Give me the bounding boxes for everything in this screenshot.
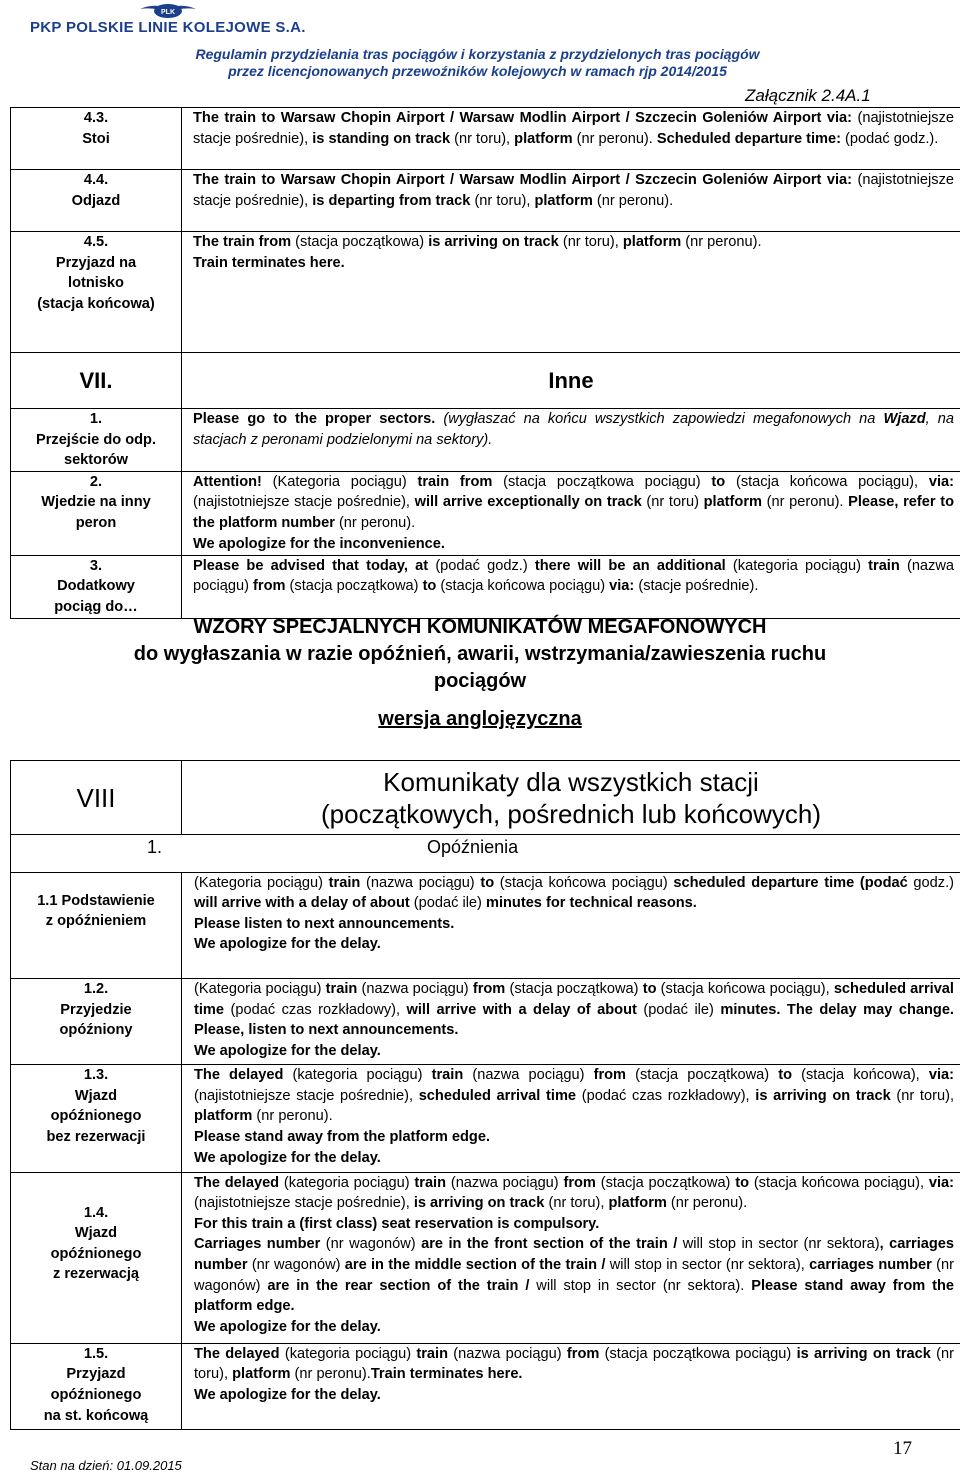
section-number: VII. xyxy=(11,353,182,409)
subsection-number: 1. xyxy=(147,837,163,858)
delay-announcement-row xyxy=(11,1172,960,1343)
airport-announcement-label-line: Przyjazd na xyxy=(55,254,137,271)
status-date: Stan na dzień: 01.09.2015 xyxy=(30,1458,182,1473)
delay-announcement-label-line: 1.1 Podstawienie xyxy=(37,892,155,909)
airport-announcement-row xyxy=(11,170,960,232)
airport-announcement-label-line: lotnisko xyxy=(68,275,124,292)
announcements-table-bottom xyxy=(10,760,960,1430)
table-body-delays xyxy=(11,872,960,1429)
delay-announcement-row xyxy=(11,1065,960,1172)
delay-announcement-text: (Kategoria pociągu) train (nazwa pociągu) from (stacja początkowa) to (stacja końcowa pociągu), scheduled arrival time (podać czas rozkładowy), will arrive with a delay of about (podać ile) minutes. The delay may change. Please, listen to next announcements. We apologize for the delay. xyxy=(182,979,960,1065)
subsection-header xyxy=(11,835,960,872)
other-announcement-label-line: Przejście do odp. xyxy=(35,431,157,448)
other-announcement-label xyxy=(11,471,182,555)
company-logo-text: PKP POLSKIE LINIE KOLEJOWE S.A. xyxy=(30,19,306,36)
airport-announcement-label-line: 4.5. xyxy=(83,234,109,250)
airport-announcement-label-line: 4.3. xyxy=(83,110,109,126)
table-body-other xyxy=(11,409,960,619)
other-announcement-text: Attention! (Kategoria pociągu) train from (stacja początkowa pociągu) to (stacja końcowa pociągu), via: (najistotniejsze stacje pośrednie), will arrive exceptionally on track (nr toru) platform (nr peronu). Please, refer to the platform number (nr peronu). We apologize for the inconvenience. xyxy=(182,471,960,555)
regulation-title-line1: Regulamin przydzielania tras pociągów i korzystania z przydzielonych tras pociągów xyxy=(195,46,760,62)
airport-announcement-text: The train to Warsaw Chopin Airport / Warsaw Modlin Airport / Szczecin Goleniów Airport via: (najistotniejsze stacje pośrednie), is standing on track (nr toru), platform (nr peronu). Scheduled departure time: (podać godz.). xyxy=(182,108,960,170)
delay-announcement-label-line: Przyjazd xyxy=(66,1366,126,1383)
other-announcement-row xyxy=(11,471,960,555)
other-announcement-label xyxy=(11,555,182,618)
section-viii-header xyxy=(11,761,960,873)
delay-announcement-text: The delayed (kategoria pociągu) train (nazwa pociągu) from (stacja początkowa) to (stacja końcowa), via: (najistotniejsze stacje pośrednie), scheduled arrival time (podać czas rozkładowy), is arriving on track (nr toru), platform (nr peronu). Please stand away from the platform edge. We apologize for the delay. xyxy=(182,1065,960,1172)
airport-announcement-text: The train from (stacja początkowa) is arriving on track (nr toru), platform (nr peronu). Train terminates here. xyxy=(182,232,960,353)
delay-announcement-text: The delayed (kategoria pociągu) train (nazwa pociągu) from (stacja początkowa) to (stacja końcowa pociągu), via: (najistotniejsze stacje pośrednie), is arriving on track (nr toru), platform (nr peronu). For this train a (first class) seat reservation is compulsory. Carriages number (nr wagonów) are in the front section of the train / will stop in sector (nr sektora), carriages number (nr wagonów) are in the middle section of the train / will stop in sector (nr sektora), carriages number (nr wagonów) are in the rear section of the train / will stop in sector (nr sektora). Please stand away from the platform edge. We apologize for the delay. xyxy=(182,1172,960,1343)
delay-announcement-label-line: 1.3. xyxy=(83,1067,109,1084)
airport-announcement-label-line: 4.4. xyxy=(83,172,109,188)
airport-announcement-label xyxy=(11,232,182,353)
delay-announcement-label-line: 1.5. xyxy=(83,1345,109,1362)
other-announcement-label-line: 1. xyxy=(89,411,103,427)
delay-announcement-row xyxy=(11,979,960,1065)
other-announcement-label-line: Dodatkowy xyxy=(57,578,135,595)
delay-announcement-row xyxy=(11,872,960,978)
delay-announcement-label xyxy=(11,872,182,978)
airport-announcement-label xyxy=(11,170,182,232)
regulation-title-line2: przez licencjonowanych przewoźników kolejowych w ramach rjp 2014/2015 xyxy=(228,63,727,79)
main-heading-line2: do wygłaszania w razie opóźnień, awarii, wstrzymania/zawieszenia ruchu xyxy=(133,643,827,665)
other-announcement-text: Please be advised that today, at (podać godz.) there will be an additional (kategoria pociągu) train (nazwa pociągu) from (stacja początkowa) to (stacja końcowa pociągu) via: (stacje pośrednie). xyxy=(182,555,960,618)
table-body-airport xyxy=(11,108,960,353)
section-title: Inne xyxy=(182,353,960,409)
airport-announcement-label xyxy=(11,108,182,170)
section-viii-number: VIII xyxy=(11,761,182,835)
delay-announcement-label-line: 1.4. xyxy=(83,1204,109,1221)
delay-announcement-label xyxy=(11,1065,182,1172)
main-heading-line3: pociągów xyxy=(433,670,527,692)
other-announcement-label-line: pociąg do… xyxy=(54,598,138,615)
delay-announcement-label-line: Wjazd xyxy=(74,1087,118,1104)
other-announcement-label xyxy=(11,409,182,472)
delay-announcement-label xyxy=(11,1172,182,1343)
page-number: 17 xyxy=(893,1438,912,1459)
version-heading: wersja anglojęzyczna xyxy=(378,708,582,730)
other-announcement-label-line: sektorów xyxy=(63,452,129,469)
other-announcement-label-line: Wjedzie na inny xyxy=(41,494,151,511)
section-viii-title-line1: Komunikaty dla wszystkich stacji xyxy=(383,766,759,797)
subsection-title: Opóźnienia xyxy=(427,837,519,858)
delay-announcement-label-line: Wjazd xyxy=(74,1225,118,1242)
delay-announcement-text: (Kategoria pociągu) train (nazwa pociągu) to (stacja końcowa pociągu) scheduled departure time (podać godz.) will arrive with a delay of about (podać ile) minutes for technical reasons. Please listen to next announcements. We apologize for the delay. xyxy=(182,872,960,978)
plk-emblem-text: PLK xyxy=(161,9,175,16)
other-announcement-label-line: peron xyxy=(75,514,117,531)
other-announcement-label-line: 2. xyxy=(89,473,103,490)
other-announcement-row xyxy=(11,409,960,472)
section-viii-title-line2: (początkowych, pośrednich lub końcowych) xyxy=(320,798,822,829)
other-announcement-label-line: 3. xyxy=(89,557,103,574)
other-announcement-row xyxy=(11,555,960,618)
plk-emblem-icon xyxy=(138,2,198,19)
announcements-table-top xyxy=(10,107,960,619)
airport-announcement-label-line: (stacja końcowa) xyxy=(37,295,155,312)
delay-announcement-label-line: na st. końcową xyxy=(43,1407,149,1424)
airport-announcement-text: The train to Warsaw Chopin Airport / Warsaw Modlin Airport / Szczecin Goleniów Airport via: (najistotniejsze stacje pośrednie), is departing from track (nr toru), platform (nr peronu). xyxy=(182,170,960,232)
airport-announcement-row xyxy=(11,108,960,170)
delay-announcement-label-line: opóźniony xyxy=(59,1022,133,1039)
annex-label: Załącznik 2.4A.1 xyxy=(745,86,871,105)
section-vii-header xyxy=(11,353,960,409)
other-announcement-text: Please go to the proper sectors. (wygłaszać na końcu wszystkich zapowiedzi megafonowych na Wjazd, na stacjach z peronami podzielonymi na sektory). xyxy=(182,409,960,472)
delay-announcement-label-line: z opóźnieniem xyxy=(45,913,147,930)
delay-announcement-label-line: bez rezerwacji xyxy=(46,1128,146,1145)
delay-announcement-label-line: opóźnionego xyxy=(50,1108,142,1125)
section-viii-title xyxy=(182,761,960,835)
delay-announcement-label-line: z rezerwacją xyxy=(53,1266,139,1283)
delay-announcement-row xyxy=(11,1343,960,1429)
delay-announcement-label-line: opóźnionego xyxy=(50,1245,142,1262)
delay-announcement-text: The delayed (kategoria pociągu) train (nazwa pociągu) from (stacja początkowa pociągu) is arriving on track (nr toru), platform (nr peronu).Train terminates here. We apologize for the delay. xyxy=(182,1343,960,1429)
airport-announcement-label-line: Stoi xyxy=(82,130,110,147)
delay-announcement-label xyxy=(11,979,182,1065)
delay-announcement-label-line: Przyjedzie xyxy=(60,1001,132,1018)
airport-announcement-row xyxy=(11,232,960,353)
delay-announcement-label-line: opóźnionego xyxy=(50,1387,142,1404)
delay-announcement-label-line: 1.2. xyxy=(83,981,109,997)
delay-announcement-label xyxy=(11,1343,182,1429)
airport-announcement-label-line: Odjazd xyxy=(71,192,121,209)
main-heading-line1: WZORY SPECJALNYCH KOMUNIKATÓW MEGAFONOWYCH xyxy=(193,616,767,638)
